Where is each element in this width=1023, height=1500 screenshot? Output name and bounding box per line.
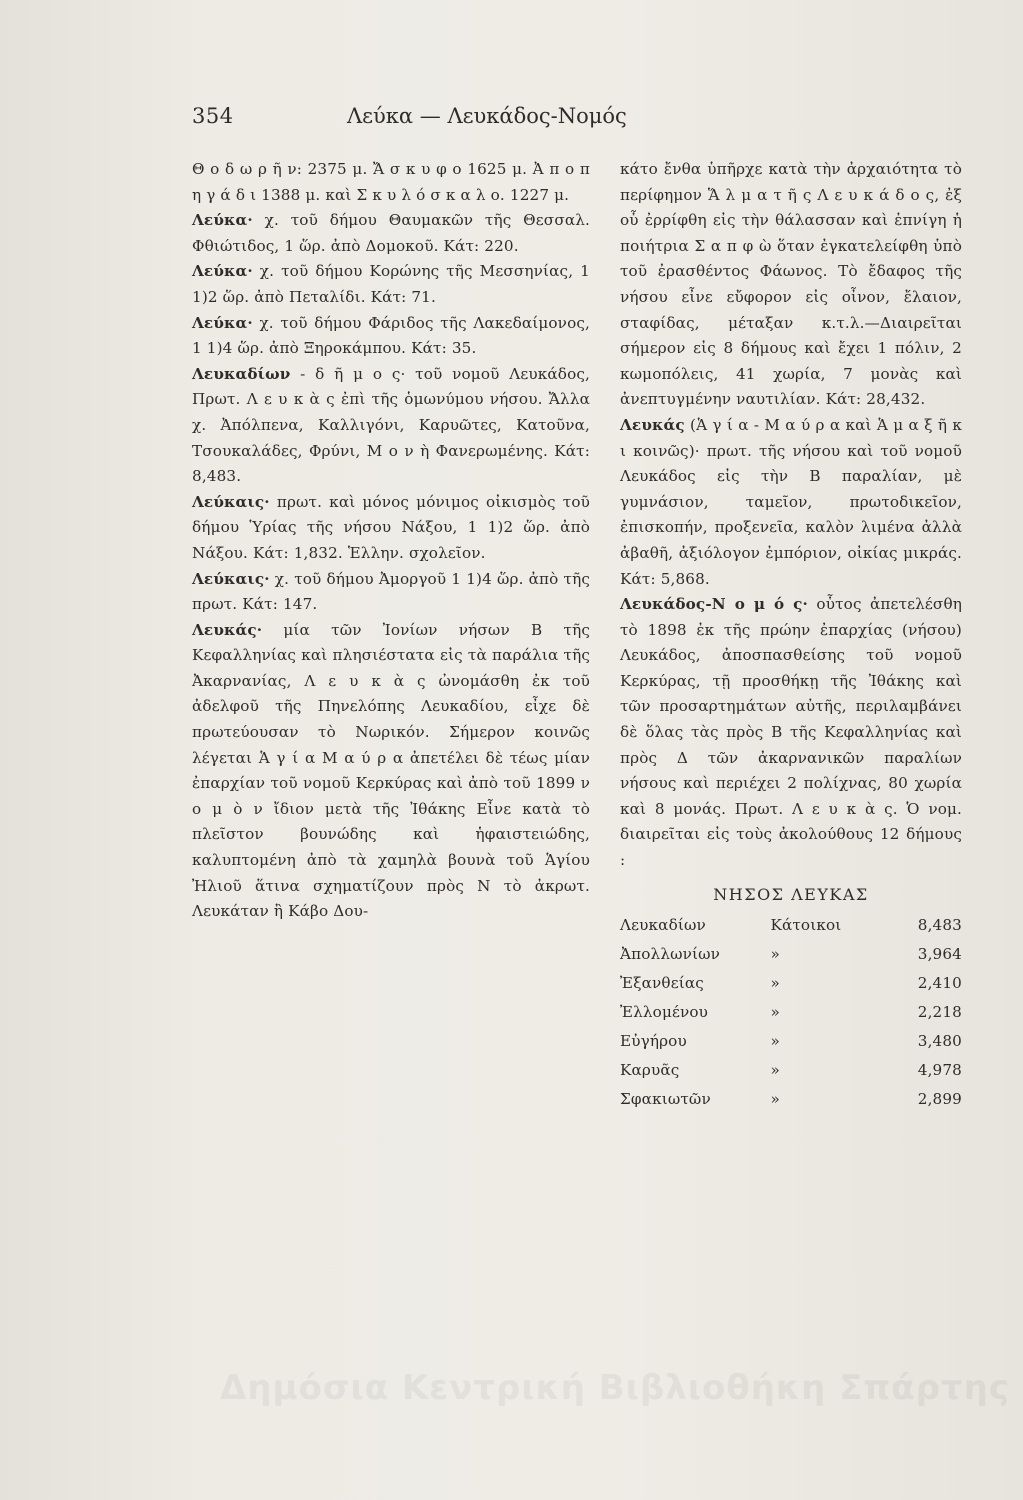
table-row	[620, 1056, 962, 1085]
population-value: 2,218	[917, 1003, 962, 1022]
inhabitants-label: Κάτοικοι	[770, 916, 842, 935]
paragraph: Λεύκαις· πρωτ. καὶ μόνος μόνιμος οἰκισμὸς τοῦ δήμου Ὑρίας τῆς νήσου Νάξου, 1 1)2 ὥρ. ἀπὸ Νάξου. Κάτ: 1,832. Ἑλλην. σχολεῖον.	[192, 492, 590, 562]
population-value: 8,483	[917, 916, 962, 935]
table-row	[620, 969, 962, 998]
entry-headword: Λεύκα·	[192, 313, 253, 332]
entry-headword: Λεύκα·	[192, 211, 253, 230]
population-table	[620, 911, 962, 1114]
paragraph: Λεύκαις· χ. τοῦ δήμου Ἀμοργοῦ 1 1)4 ὥρ. ἀπὸ τῆς πρωτ. Κάτ: 147.	[192, 569, 590, 614]
deme-name: Ἀπολλωνίων	[620, 945, 721, 964]
paragraph: Λεύκα· χ. τοῦ δήμου Θαυμακῶν τῆς Θεσσαλ. Φθιώτιδος, 1 ὥρ. ἀπὸ Δομοκοῦ. Κάτ: 220.	[192, 211, 590, 255]
population-value: 2,899	[917, 1090, 962, 1109]
deme-name: Εὐγήρου	[620, 1032, 687, 1051]
table-row	[620, 911, 962, 940]
deme-name: Ἐλλομένου	[620, 1003, 709, 1022]
left-column	[192, 157, 590, 925]
page-title: Λεύκα — Λευκάδος-Νομός	[347, 104, 627, 128]
inhabitants-label: »	[770, 945, 780, 964]
population-value: 3,480	[917, 1032, 962, 1051]
page-number: 354	[192, 104, 234, 128]
table-row	[620, 998, 962, 1027]
entry-headword: Λεύκα·	[192, 262, 253, 281]
inhabitants-label: »	[770, 1003, 780, 1022]
paragraph: Θ ο δ ω ρ ῆ ν: 2375 μ. Ἄ σ κ υ φ ο 1625 μ. Ἀ π ο π η γ ά δ ι 1388 μ. καὶ Σ κ υ λ ό σ κ α λ ο. 1227 μ.	[192, 160, 590, 204]
table-row	[620, 940, 962, 969]
paragraph: Λευκαδίων - δ ῆ μ ο ς· τοῦ νομοῦ Λευκάδος, Πρωτ. Λ ε υ κ ὰ ς ἐπὶ τῆς ὁμωνύμου νήσου. Ἄλλα χ. Ἀπόλπενα, Καλλιγόνι, Καρυῶτες, Κατοῦνα, Τσουκαλάδες, Φρύνι, Μ ο ν ὴ Φανερωμένης. Κάτ: 8,483.	[192, 364, 590, 486]
entry-headword: Λευκάς	[620, 415, 685, 434]
entry-headword: Λευκάδος-Ν ο μ ό ς·	[620, 595, 808, 614]
entry-headword: Λεύκαις·	[192, 492, 270, 511]
deme-name: Σφακιωτῶν	[620, 1090, 711, 1109]
paragraph: κάτο ἔνθα ὑπῆρχε κατὰ τὴν ἀρχαιότητα τὸ περίφημον Ἅ λ μ α τ ῆ ς Λ ε υ κ ά δ ο ς, ἐξ οὗ ἐρρίφθη εἰς τὴν θάλασσαν καὶ ἐπνίγη ἡ ποιήτρια Σ α π φ ὼ ὅταν ἐγκατελείφθη ὑπὸ τοῦ ἐρασθέντος Φάωνος. Τὸ ἔδαφος τῆς νήσου εἶνε εὔφορον εἰς οἶνον, ἔλαιον, σταφίδας, μέταξαν κ.τ.λ.—Διαιρεῖται σήμερον εἰς 8 δήμους καὶ ἔχει 1 πόλιν, 2 κωμοπόλεις, 41 χωρία, 7 μονὰς καὶ ἀνεπτυγμένην ναυτιλίαν. Κάτ: 28,432.	[620, 160, 962, 409]
deme-name: Καρυᾶς	[620, 1061, 680, 1080]
paragraph: Λευκάς (Ἁ γ ί α - Μ α ύ ρ α καὶ Ἁ μ α ξ ῆ κ ι κοινῶς)· πρωτ. τῆς νήσου καὶ τοῦ νομοῦ Λευκάδος εἰς τὴν Β παραλίαν, μὲ γυμνάσιον, ταμεῖον, πρωτοδικεῖον, ἐπισκοπήν, προξενεῖα, καλὸν λιμένα ἀλλὰ ἀβαθῆ, ἀξιόλογον ἐμπόριον, οἰκίας μικράς. Κάτ: 5,868.	[620, 415, 962, 588]
paragraph: Λεύκα· χ. τοῦ δήμου Κορώνης τῆς Μεσσηνίας, 1 1)2 ὥρ. ἀπὸ Πεταλίδι. Κάτ: 71.	[192, 262, 590, 306]
entry-headword: Λεύκαις·	[192, 569, 270, 588]
inhabitants-label: »	[770, 974, 780, 993]
inhabitants-label: »	[770, 1061, 780, 1080]
entry-headword: Λευκάς·	[192, 620, 263, 639]
inhabitants-label: »	[770, 1090, 780, 1109]
entry-headword: Λευκαδίων	[192, 364, 291, 383]
right-column	[620, 157, 962, 1114]
population-value: 4,978	[917, 1061, 962, 1080]
paragraph: Λεύκα· χ. τοῦ δήμου Φάριδος τῆς Λακεδαίμονος, 1 1)4 ὥρ. ἀπὸ Ξηροκάμπου. Κάτ: 35.	[192, 313, 590, 358]
table-row	[620, 1027, 962, 1056]
table-title: ΝΗΣΟΣ ΛΕΥΚΑΣ	[713, 884, 869, 904]
population-value: 3,964	[917, 945, 962, 964]
paragraph: Λευκάδος-Ν ο μ ό ς· οὗτος ἀπετελέσθη τὸ 1898 ἐκ τῆς πρώην ἐπαρχίας (νήσου) Λευκάδος, ἀποσπασθείσης τοῦ νομοῦ Κερκύρας, τῇ προσθήκῃ τῆς Ἰθάκης καὶ τῶν προσαρτημάτων αὐτῆς, περιλαμβάνει δὲ ὅλας τὰς πρὸς Β τῆς Κεφαλληνίας καὶ πρὸς Δ τῶν ἀκαρνανικῶν παραλίων νήσους καὶ περιέχει 2 πολίχνας, 80 χωρία καὶ 8 μονάς. Πρωτ. Λ ε υ κ ὰ ς. Ὁ νομ. διαιρεῖται εἰς τοὺς ἀκολούθους 12 δήμους :	[620, 595, 962, 870]
library-watermark: Δημόσια Κεντρική Βιβλιοθήκη Σπάρτης	[220, 1368, 1010, 1408]
deme-name: Ἐξανθείας	[620, 974, 704, 993]
running-head	[192, 104, 842, 138]
population-value: 2,410	[917, 974, 962, 993]
paragraph: Λευκάς· μία τῶν Ἰονίων νήσων Β τῆς Κεφαλληνίας καὶ πλησιέστατα εἰς τὰ παράλια τῆς Ἀκαρνανίας, Λ ε υ κ ὰ ς ὠνομάσθη ἐκ τοῦ ἀδελφοῦ τῆς Πηνελόπης Λευκαδίου, εἶχε δὲ πρωτεύουσαν τὸ Νωρικόν. Σήμερον κοινῶς λέγεται Ἁ γ ί α Μ α ύ ρ α ἀπετέλει δὲ τέως μίαν ἐπαρχίαν τοῦ νομοῦ Κερκύρας καὶ ἀπὸ τοῦ 1899 ν ο μ ὸ ν ἴδιον μετὰ τῆς Ἰθάκης Εἶνε κατὰ τὸ πλεῖστον βουνώδης καὶ ἡφαιστειώδης, καλυπτομένη ἀπὸ τὰ χαμηλὰ βουνὰ τοῦ Ἁγίου Ἠλιοῦ ἅτινα σχηματίζουν πρὸς Ν τὸ ἀκρωτ. Λευκάταν ἢ Κάβο Δου-	[192, 620, 590, 921]
inhabitants-label: »	[770, 1032, 780, 1051]
table-row	[620, 1085, 962, 1114]
deme-name: Λευκαδίων	[620, 916, 706, 935]
